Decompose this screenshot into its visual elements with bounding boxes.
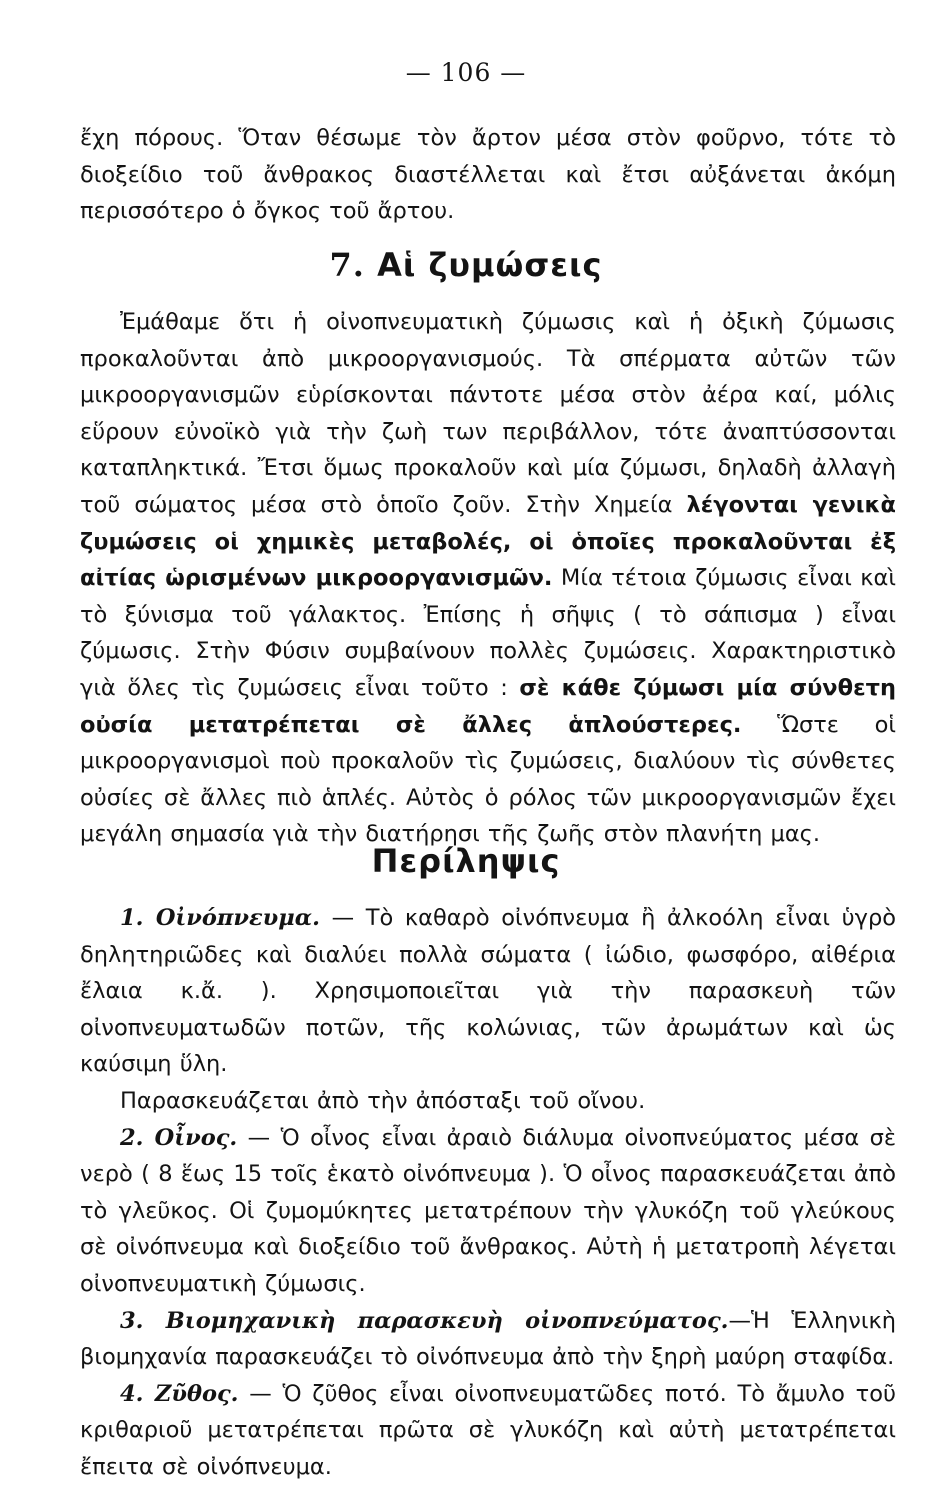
summary-item-extra: Παρασκευάζεται ἀπὸ τὴν ἀπόσταξι τοῦ οἴνου. <box>120 1087 646 1114</box>
summary-text: —Ἡ Ἑλληνικὴ βιομηχανία παρασκευάζει τὸ οἰνόπνευμα ἀπὸ τὴν ξηρὴ μαύρη σταφίδα. <box>80 1307 896 1371</box>
summary-item <box>80 1376 896 1486</box>
summary-text: — Τὸ καθαρὸ οἰνόπνευμα ἢ ἀλκοόλη εἶναι ὑγρὸ δηλητηριῶδες καὶ διαλύει πολλὰ σώματα ( ἰώδιο, φωσφόρο, αἰθέρια ἔλαια κ.ἄ. ). Χρησιμοποιεῖται γιὰ τὴν παρασκευὴ τῶν οἰνοπνευματωδῶν ποτῶν, τῆς κολώνιας, τῶν ἀρωμάτων καὶ ὡς καύσιμη ὕλη. <box>80 905 896 1078</box>
section-number: 7. <box>329 246 365 284</box>
page-number: — 106 — <box>405 58 527 87</box>
section-heading <box>0 246 932 284</box>
paragraph-text: Ὥστε οἱ μικροοργανισμοὶ ποὺ προκαλοῦν τὶς ζυμώσεις, διαλύουν τὶς σύνθετες οὐσίες σὲ ἄλλες πιὸ ἁπλές. Αὐτὸς ὁ ρόλος τῶν μικροοργανισμῶν ἔχει μεγάλη σημασία γιὰ τὴν διατήρησι τῆς ζωῆς στὸν πλανήτη μας. <box>80 711 896 848</box>
intro-paragraph: ἔχη πόρους. Ὅταν θέσωμε τὸν ἄρτον μέσα στὸν φοῦρνο, τότε τὸ διοξείδιο τοῦ ἄνθρακος διαστέλλεται καὶ ἔτσι αὐξάνεται ἀκόμη περισσότερο ὁ ὄγκος τοῦ ἄρτου. <box>80 125 896 225</box>
section-paragraph <box>80 304 896 853</box>
key-statement-bold: σὲ κάθε ζύμωσι μία σύνθετη οὐσία μετατρέπεται σὲ ἄλλες ἁπλούστερες. <box>80 674 896 738</box>
summary-term: 3. Βιομηχανικὴ παρασκευὴ οἰνοπνεύματος. <box>120 1307 729 1334</box>
section-title: Αἱ ζυμώσεις <box>377 246 603 284</box>
summary-item <box>80 900 896 1083</box>
summary-heading: Περίληψις <box>371 842 561 880</box>
summary-term: 2. Οἶνος. <box>120 1124 238 1151</box>
summary-list <box>80 900 896 1486</box>
summary-text: — Ὁ ζῦθος εἶναι οἰνοπνευματῶδες ποτό. Τὸ ἄμυλο τοῦ κριθαριοῦ μετατρέπεται πρῶτα σὲ γλυκόζη καὶ αὐτὴ μετατρέπεται ἔπειτα σὲ οἰνόπνευμα. <box>80 1380 897 1480</box>
paragraph-text: Ἐμάθαμε ὅτι ἡ οἰνοπνευματικὴ ζύμωσις καὶ ἡ ὀξικὴ ζύμωσις προκαλοῦνται ἀπὸ μικροοργανισμούς. Τὰ σπέρματα αὐτῶν τῶν μικροοργανισμῶν εὑρίσκονται πάντοτε μέσα στὸν ἀέρα καί, μόλις εὕρουν εὐνοϊκὸ γιὰ τὴν ζωὴ των περιβάλλον, τότε ἀναπτύσσονται καταπληκτικά. Ἔτσι ὅμως προκαλοῦν καὶ μία ζύμωσι, δηλαδὴ ἀλλαγὴ τοῦ σώματος μέσα στὸ ὁποῖο ζοῦν. Στὴν Χημεία <box>80 309 896 518</box>
definition-bold: λέγονται γενικὰ ζυμώσεις οἱ χημικὲς μεταβολές, οἱ ὁποῖες προκαλοῦνται ἐξ αἰτίας ὡρισμένων μικροοργανισμῶν. <box>80 491 896 592</box>
summary-item <box>80 1303 896 1376</box>
summary-term: 4. Ζῦθος. <box>120 1380 239 1407</box>
summary-item <box>80 1120 896 1303</box>
paragraph-text: Μία τέτοια ζύμωσις εἶναι καὶ τὸ ξύνισμα τοῦ γάλακτος. Ἐπίσης ἡ σῆψις ( τὸ σάπισμα ) εἶναι ζύμωσις. Στὴν Φύσιν συμβαίνουν πολλὲς ζυμώσεις. Χαρακτηριστικὸ γιὰ ὅλες τὶς ζυμώσεις εἶναι τοῦτο : <box>80 565 897 701</box>
summary-text: — Ὁ οἶνος εἶναι ἀραιὸ διάλυμα οἰνοπνεύματος μέσα σὲ νερὸ ( 8 ἕως 15 τοῖς ἑκατὸ οἰνόπνευμα ). Ὁ οἶνος παρασκευάζεται ἀπὸ τὸ γλεῦκος. Οἱ ζυμομύκητες μετατρέπουν τὴν γλυκόζη τοῦ γλεύκους σὲ οἰνόπνευμα καὶ διοξείδιο τοῦ ἄνθρακος. Αὐτὴ ἡ μετατροπὴ λέγεται οἰνοπνευματικὴ ζύμωσις. <box>80 1124 896 1297</box>
summary-term: 1. Οἰνόπνευμα. <box>120 905 320 931</box>
